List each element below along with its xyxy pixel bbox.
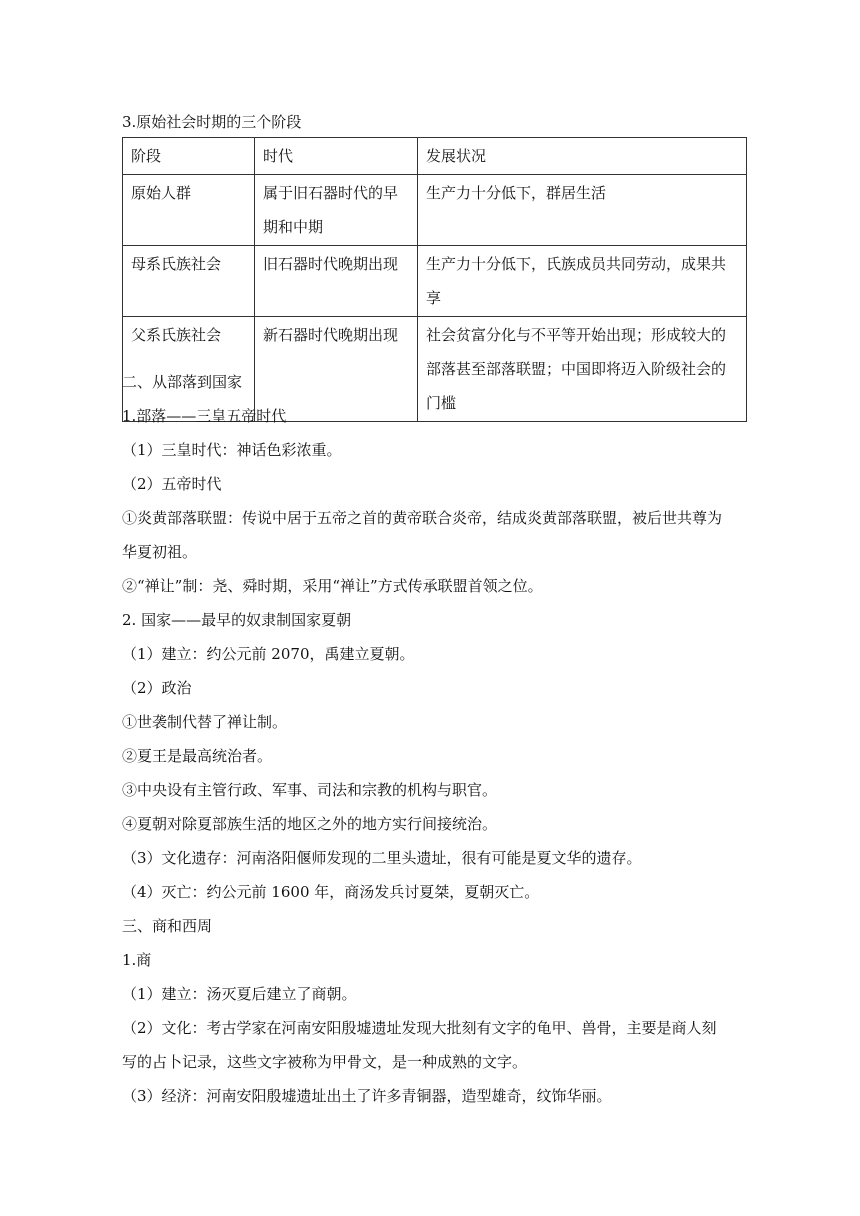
subheading: 2. 国家——最早的奴隶制国家夏朝	[122, 611, 352, 629]
table-row	[123, 175, 747, 246]
paragraph-line: （2）文化：考古学家在河南安阳殷墟遗址发现大批刻有文字的龟甲、兽骨，主要是商人刻	[122, 1019, 717, 1037]
table-cell: 父系氏族社会	[123, 317, 255, 422]
paragraph-line: ①世袭制代替了禅让制。	[122, 713, 288, 731]
section-heading: 二、从部落到国家	[122, 373, 243, 391]
table-cell: 新石器时代晚期出现	[255, 317, 418, 422]
section-heading: 三、商和西周	[122, 917, 213, 935]
paragraph-line: （4）灭亡：约公元前 1600 年，商汤发兵讨夏桀，夏朝灭亡。	[122, 883, 540, 901]
paragraph-line: ②“禅让”制：尧、舜时期，采用“禅让”方式传承联盟首领之位。	[122, 577, 543, 595]
table-cell: 生产力十分低下，氏族成员共同劳动，成果共享	[418, 246, 747, 317]
table-cell: 生产力十分低下，群居生活	[418, 175, 747, 246]
subheading: 1.部落——三皇五帝时代	[122, 407, 287, 425]
paragraph-line: （1）建立：约公元前 2070，禹建立夏朝。	[122, 645, 415, 663]
paragraph-line: （3）文化遗存：河南洛阳偃师发现的二里头遗址，很有可能是夏文华的遗存。	[122, 849, 642, 867]
paragraph-line: ③中央设有主管行政、军事、司法和宗教的机构与职官。	[122, 781, 498, 799]
section-heading: 3.原始社会时期的三个阶段	[122, 113, 302, 131]
table-cell: 母系氏族社会	[123, 246, 255, 317]
paragraph-line: ②夏王是最高统治者。	[122, 747, 273, 765]
paragraph-line: ④夏朝对除夏部族生活的地区之外的地方实行间接统治。	[122, 815, 498, 833]
paragraph-line: ①炎黄部落联盟：传说中居于五帝之首的黄帝联合炎帝，结成炎黄部落联盟，被后世共尊为	[122, 509, 723, 527]
table-cell: 社会贫富分化与不平等开始出现；形成较大的部落甚至部落联盟；中国即将迈入阶级社会的门槛	[418, 317, 747, 422]
header-cell: 时代	[255, 138, 418, 175]
header-cell: 阶段	[123, 138, 255, 175]
table-cell: 原始人群	[123, 175, 255, 246]
paragraph-line: （2）政治	[122, 679, 192, 697]
table-cell: 旧石器时代晚期出现	[255, 246, 418, 317]
paragraph-line: 华夏初祖。	[122, 543, 198, 561]
subheading: 1.商	[122, 951, 152, 969]
header-cell: 发展状况	[418, 138, 747, 175]
paragraph-line: （3）经济：河南安阳殷墟遗址出土了许多青铜器，造型雄奇，纹饰华丽。	[122, 1087, 612, 1105]
paragraph-line: （1）三皇时代：神话色彩浓重。	[122, 441, 342, 459]
paragraph-line: （2）五帝时代	[122, 475, 222, 493]
paragraph-line: 写的占卜记录，这些文字被称为甲骨文，是一种成熟的文字。	[122, 1053, 528, 1071]
table-cell: 属于旧石器时代的早期和中期	[255, 175, 418, 246]
table-row	[123, 246, 747, 317]
paragraph-line: （1）建立：汤灭夏后建立了商朝。	[122, 985, 357, 1003]
table-header-row	[123, 138, 747, 175]
